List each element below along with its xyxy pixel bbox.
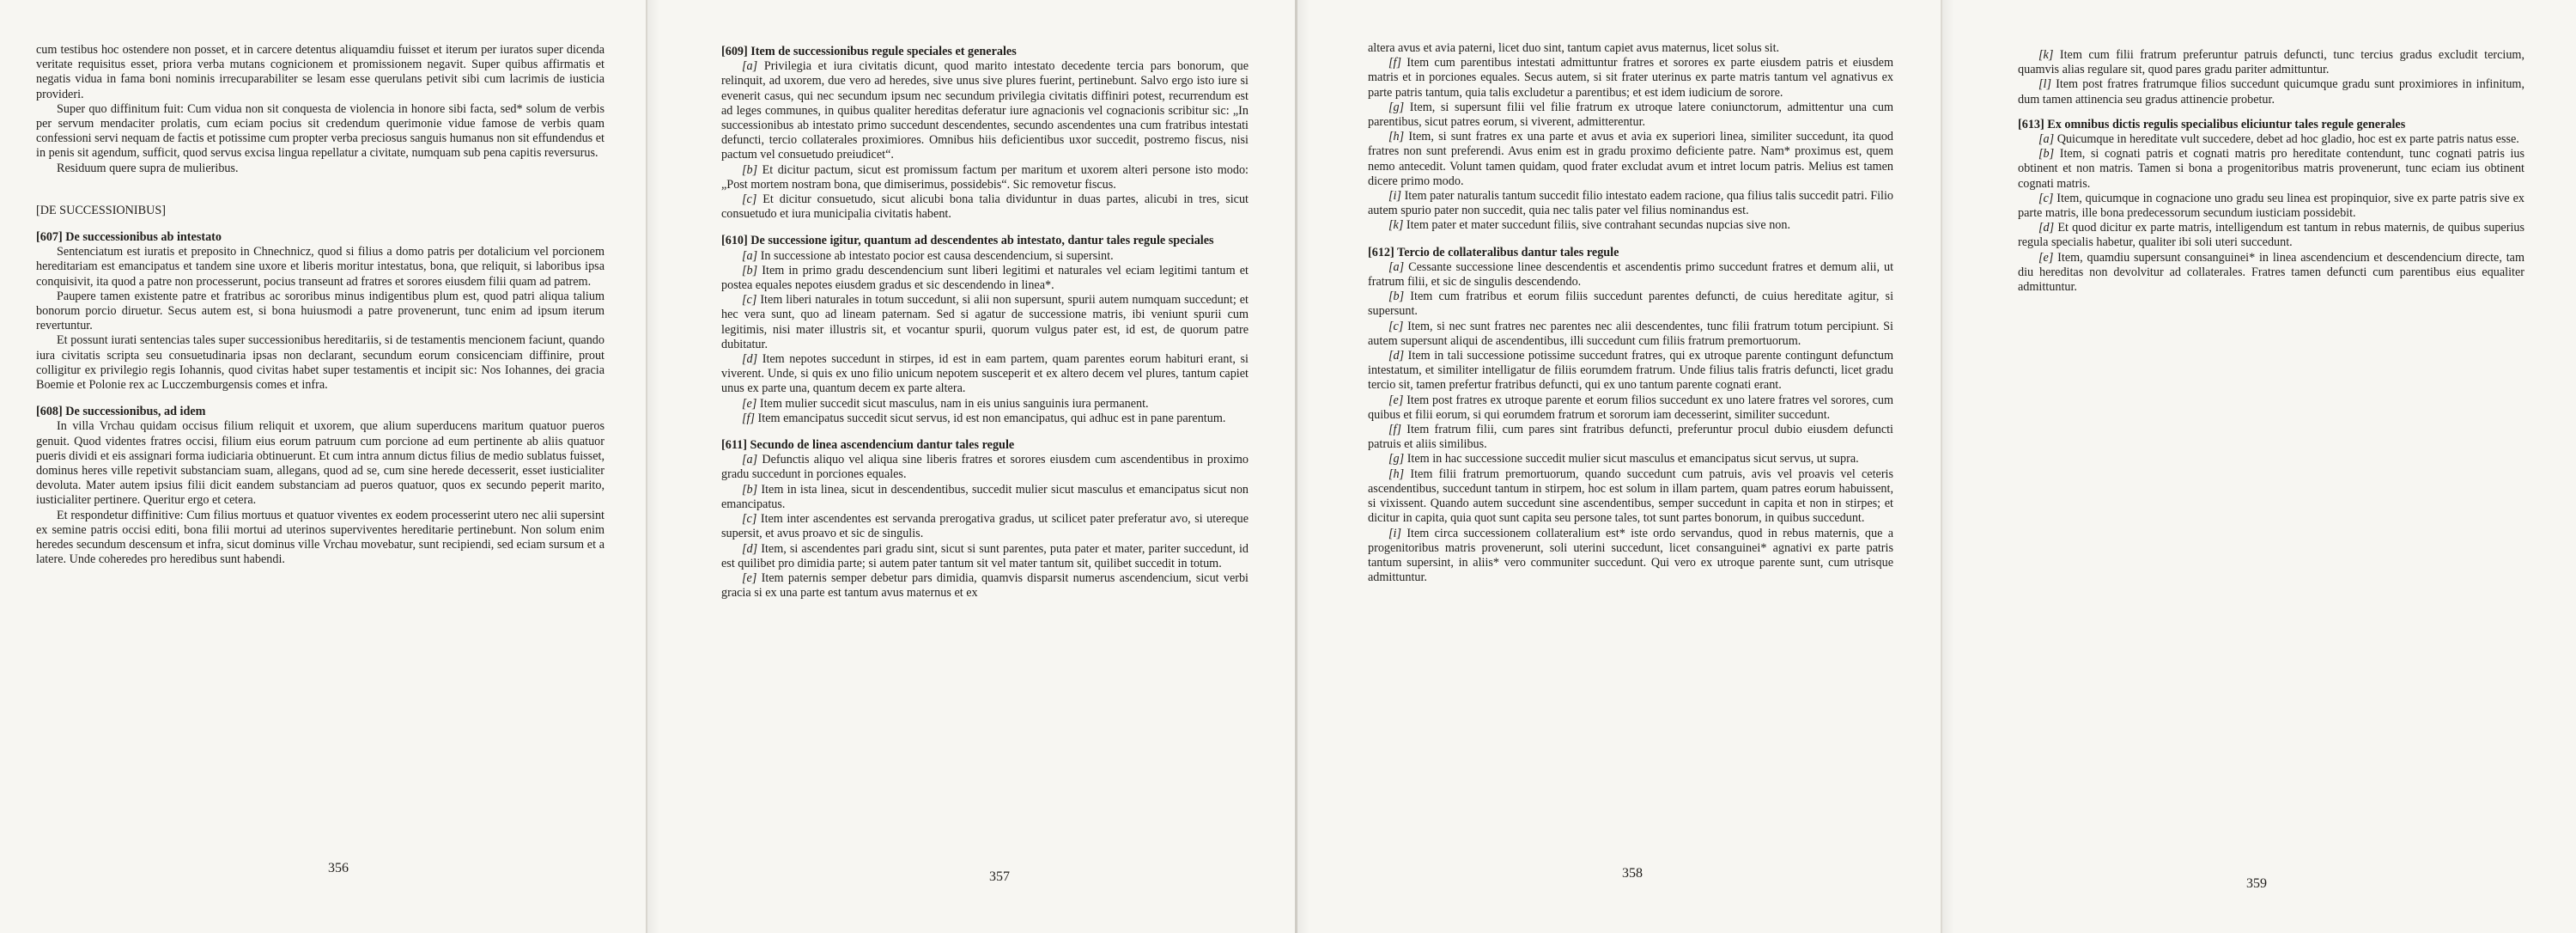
article-heading-text: Ex omnibus dictis regulis specialibus eliciuntur tales regule generales — [2047, 117, 2406, 131]
body-paragraph: Super quo diffinitum fuit: Cum vidua non sit conquesta de violencia in honore sibi facta, sed* solum de verbis per servum mendaciter prolatis, cum eciam pocius sit credendum querimonie vidue famose de verbis quam confessioni servi nequam de factis et potissime cum propter verba preciosus sanguis humanus non sit effundendus et in penis sit agendum, sufficit, quod servus excisa lingua repellatur a civitate, numquam sub pena capitis reversurus. — [36, 101, 605, 161]
rule-text: Et quod dicitur ex parte matris, intelligendum est tantum in rebus maternis, de quibus superius regula specialis habetur, qualiter ibi soli uteri succedunt. — [2018, 221, 2524, 250]
rule-paragraph — [1368, 349, 1893, 393]
rule-letter: [b] — [2038, 147, 2055, 162]
rule-text: Item in hac successione succedit mulier sicut masculus et emancipatus sicut servus, ut supra. — [1406, 452, 1859, 466]
rule-text: Item cum parentibus intestati admittuntur fratres et sorores ex parte eiusdem patris et eiusdem matris et in porciones equales. Secus autem, si sit frater uterinus ex parte matris tantum vel agnativus ex parte patris tantum, quia talis excludetur a parentibus; et est idem iudicium de sorore. — [1368, 56, 1894, 100]
body-paragraph: Et possunt iurati sentencias tales super successionibus hereditariis, si de testamentis mencionem faciunt, quando iura civitatis scripta seu consuetudinaria ipsas non declarant, secundum eorum consicenciam diffinire, prout colligitur ex privilegio regis Iohannis, quod civitas habet super testamentis et incipit sic: Nos Iohannes, dei gracia Boemie et Polonie rex ac Lucczemburgensis comes et infra. — [36, 333, 605, 393]
rule-text: Item mulier succedit sicut masculus, nam in eis unius sanguinis iura permanent. — [759, 396, 1149, 411]
rule-letter: [e] — [742, 396, 757, 411]
section-title: [DE SUCCESSIONIBUS] — [36, 203, 166, 217]
rule-paragraph — [721, 264, 1249, 293]
rule-text: Item, si sunt fratres ex una parte et avus et avia ex superiori linea, similiter succedunt, ita quod fratres non sunt preferendi. Avus enim est in gradu proximo deficiente patre. Nam* proximus est, quem nemo antecedit. Volunt tamen quidam, quod frater excludat avum et intret locum patris. Melius est tamen dicere primo modo. — [1368, 130, 1894, 188]
rule-letter: [a] — [742, 248, 758, 263]
rule-text: Item emancipatus succedit sicut servus, id est non emancipatus, qui adhuc est in pane parentum. — [757, 411, 1226, 425]
rule-letter: [c] — [742, 192, 757, 207]
rule-paragraph — [721, 293, 1249, 352]
rule-letter: [g] — [1388, 100, 1405, 114]
rule-letter: [e] — [2038, 250, 2054, 265]
rule-paragraph — [1368, 260, 1893, 290]
rule-paragraph — [1368, 452, 1893, 466]
body-paragraph: altera avus et avia paterni, licet duo sint, tantum capiet avus maternus, licet solus sit. — [1368, 41, 1780, 55]
rule-text: Defunctis aliquo vel aliqua sine liberis fratres et sorores eiusdem cum ascendentibus in proximo gradu succedunt in porciones equales. — [721, 453, 1249, 482]
rule-letter: [f] — [1388, 423, 1401, 437]
rule-text: Item, si cognati patris et cognati matris pro hereditate contendunt, tunc cognati patris ius obtinent et non matris. Tamen si bona a progenitoribus matris provenerunt, tunc eciam ius obtinent cognati matris. — [2018, 147, 2525, 191]
rule-paragraph — [1368, 56, 1893, 101]
page-number: 357 — [989, 869, 1010, 884]
rule-text: Item liberi naturales in totum succedunt, si alii non supersunt, spurii autem numquam succedunt; et hec vera sunt, quo ad lineam paternam. Sed si agatur de successione matris, ibi veniunt spurii cum legitimis, nisi mater illustris sit, et vocantur spurii, quorum vulgus pater est, id est, de quorum patre dubitatur. — [721, 293, 1249, 351]
rule-paragraph — [2018, 147, 2524, 192]
rule-text: Item, si nec sunt fratres nec parentes nec alii descendentes, tunc filii fratrum totum percipiunt. Si autem supersunt aliqui de ascendentibus, illi succedunt cum filiis fratrum premortuorum. — [1368, 319, 1893, 348]
rule-text: Item cum filii fratrum preferuntur patruis defuncti, tunc tercius gradus excludit tercium, quamvis alias regulare sit, quod pares gradu pariter admittuntur. — [2018, 48, 2525, 77]
rule-text: Item nepotes succedunt in stirpes, id est in eam partem, quam parentes eorum habituri erant, si viverent. Unde, si quis ex uno filio unicum nepotem susceperit et ex altero decem vel plures, tantum capiet unus ex parte una, quantum decem ex parte altera. — [721, 352, 1249, 396]
rule-letter: [f] — [742, 411, 755, 425]
rule-text: Et dicitur pactum, sicut est promissum factum per maritum et uxorem alteri persone isto modo: „Post mortem nostram bona, que dimiserimus, possidebis“. Sic removetur fiscus. — [721, 162, 1249, 192]
page-356 — [0, 0, 646, 933]
rule-letter: [l] — [2038, 77, 2051, 92]
rule-letter: [d] — [742, 352, 758, 367]
rule-paragraph — [721, 453, 1249, 482]
rule-paragraph — [1368, 101, 1893, 130]
article-number: [608] — [36, 405, 63, 419]
rule-text: Item, quicumque in cognacione uno gradu seu linea est propinquior, sive ex parte patris sive ex parte matris, ille bona predecessorum secundum iusticiam possidebit. — [2018, 191, 2525, 221]
rule-letter: [h] — [1388, 466, 1405, 481]
rule-paragraph — [2018, 48, 2524, 77]
rule-paragraph — [1368, 290, 1893, 319]
rule-paragraph — [1368, 320, 1893, 349]
rule-text: Item circa successionem collateralium est* iste ordo servandus, quod in rebus maternis, que a progenitoribus matris provenerunt, soli uterini succedunt, licet consanguinei* agnativi ex parte patris tantum supersint, in aliis* vero communiter succedunt. Qui vero ex utroque parente sunt, cum utrisque admittuntur. — [1368, 526, 1894, 585]
page-357 — [646, 0, 1295, 933]
rule-paragraph — [721, 571, 1249, 601]
gutter-shadow — [1297, 0, 1309, 933]
page-358 — [1295, 0, 1941, 933]
rule-paragraph — [1368, 467, 1893, 527]
article-heading — [721, 438, 1249, 453]
article-number: [610] — [721, 234, 748, 248]
rule-letter: [b] — [742, 162, 758, 177]
rule-text: Item post fratres fratrumque filios succedunt quicumque gradu sunt proximiores in infinitum, dum tamen attinencia seu gradus attinencie probetur. — [2018, 77, 2524, 107]
article-heading-text: De successione igitur, quantum ad descendentes ab intestato, dantur tales regule speciales — [750, 234, 1214, 248]
rule-paragraph — [721, 192, 1249, 222]
rule-paragraph — [721, 483, 1249, 512]
page-text — [1368, 41, 1893, 585]
rule-paragraph — [2018, 192, 2524, 221]
rule-paragraph — [721, 352, 1249, 397]
article-heading — [1368, 246, 1893, 260]
rule-paragraph — [1368, 130, 1893, 189]
body-paragraph: Sentenciatum est iuratis et preposito in Chnechnicz, quod si filius a domo patris per dotalicium vel porcionem hereditariam est emancipatus et tandem sine uxore et liberis moritur intestatus, bona, que reliquit, si laboribus ipsa conquisivit, ita quod a patre non processerunt, pocius transeunt ad fratres et sorores eiusdem filii quam ad patrem. — [36, 245, 605, 289]
rule-letter: [b] — [1388, 290, 1405, 304]
rule-paragraph — [721, 249, 1249, 264]
rule-letter: [a] — [1388, 259, 1405, 274]
rule-letter: [k] — [2038, 48, 2054, 62]
rule-paragraph — [1368, 189, 1893, 218]
gutter-shadow — [647, 0, 659, 933]
rule-text: Item filii fratrum premortuorum, quando succedunt cum patruis, avis vel proavis vel ceteris ascendentibus, succedunt tantum in stirpem, hoc est solum in illam partem, quam patres eorum habuissent, si vixissent. Quando autem succedunt sine ascendentibus, semper succedunt in capita et non in stirpes; et dicitur in capita, quia quot sunt capita seu persone tales, tot sunt partes bonorum, in quibus succedunt. — [1368, 466, 1894, 526]
article-heading-text: Item de successionibus regule speciales et generales — [750, 45, 1017, 58]
rule-letter: [d] — [2038, 221, 2055, 235]
rule-letter: [a] — [742, 59, 758, 74]
rule-paragraph — [1368, 423, 1893, 452]
body-paragraph: Residuum quere supra de mulieribus. — [57, 161, 239, 175]
rule-letter: [h] — [1388, 130, 1405, 144]
article-heading — [36, 230, 605, 245]
rule-paragraph — [721, 397, 1249, 412]
rule-text: Item pater et mater succedunt filiis, sive contrahant secundas nupcias sive non. — [1406, 218, 1791, 233]
article-number: [607] — [36, 230, 63, 245]
rule-letter: [f] — [1388, 56, 1401, 70]
spacer — [36, 176, 605, 198]
gutter-shadow — [1942, 0, 1954, 933]
page-number: 358 — [1622, 866, 1643, 881]
rule-paragraph — [721, 542, 1249, 571]
rule-paragraph — [2018, 77, 2524, 107]
page-text — [36, 43, 605, 568]
rule-text: Cessante successione linee descendentis et ascendentis primo succedunt fratres et demum alii, ut fratrum filii, et sic de singulis descendendo. — [1368, 259, 1894, 290]
rule-paragraph — [721, 163, 1249, 192]
rule-letter: [c] — [742, 293, 757, 308]
page-text — [2018, 48, 2524, 295]
page-text — [721, 34, 1249, 601]
rule-text: Item paternis semper debetur pars dimidia, quamvis disparsit numerus ascendencium, sicut verbi gracia si ex una parte est tantum avus maternus et ex — [721, 570, 1249, 601]
rule-text: Item in ista linea, sicut in descendentibus, succedit mulier sicut masculus et emancipatus sicut non emancipatus. — [721, 482, 1249, 511]
rule-text: Item in tali successione potissime succedunt fratres, qui ex utroque parente contingunt defunctum intestatum, et similiter intelligatur de filiis eorumdem fratrum. Unde filius talis fratris defuncti, licet gradu tercio sit, tamen prefertur fratribus defuncti, qui ex uno tantum parente cognati erant. — [1368, 349, 1893, 393]
rule-letter: [b] — [742, 482, 758, 497]
rule-letter: [g] — [1388, 452, 1405, 466]
article-heading-text: De successionibus, ad idem — [65, 405, 206, 419]
rule-letter: [c] — [742, 512, 757, 527]
body-paragraph: In villa Vrchau quidam occisus filium reliquit et uxorem, que alium superducens maritum quatuor pueros genuit. Quod videntes fratres occisi, filium eius eorum patruum cum porcione ad eum pertinente ab aliis quatuor pueris dividi et eis assignari forma iudiciaria obtinuerunt. Et cum intra annum dictus filius de medio sublatus fuisset, dominus heres ville repetivit substanciam suam, allegans, quod ad se, cum sine herede decesserit, esset iusticialiter devoluta. Mater autem ipsius filii dicit eandem substanciam ad pueros quatuor, quos ex secundo peperit marito, iusticialiter pertinere. Queritur ergo et cetera. — [36, 419, 605, 508]
article-heading — [2018, 118, 2524, 132]
rule-text: Item, si ascendentes pari gradu sint, sicut si sunt parentes, puta pater et mater, pariter succedunt, id est quilibet pro dimidia parte; si autem pater tantum sit vel mater tantum sit, quilibet succedit in totum. — [721, 541, 1249, 570]
page-number: 359 — [2246, 876, 2267, 891]
rule-text: Item inter ascendentes est servanda prerogativa gradus, ut scilicet pater preferatur avo, si utereque supersit, et avus proavo et sic de singulis. — [721, 512, 1249, 541]
rule-text: Item, si supersunt filii vel filie fratrum ex utroque latere coniunctorum, admittentur una cum parentibus, sicut patres eorum, si viverent, admitterentur. — [1368, 100, 1894, 130]
rule-letter: [c] — [1388, 319, 1404, 333]
rule-letter: [i] — [1388, 189, 1401, 204]
rule-paragraph — [721, 412, 1249, 426]
rule-text: Et dicitur consuetudo, sicut alicubi bona talia dividuntur in duas partes, alicubi in tres, sicut consuetudo et iura municipalia civitatis habent. — [721, 192, 1249, 222]
body-paragraph: Et respondetur diffinitive: Cum filius mortuus et quatuor viventes ex eodem processerint utero nec alii supersint ex semine patris occisi editi, bona filii mortui ad uterinos superviventes hereditarie pertinebunt. Non solum enim heredes secundum descensum et infra, sicut dominus ville Vrchau movebatur, sunt recipiendi, sed eciam sursum et a latere. Unde coheredes pro heredibus sunt habendi. — [36, 508, 605, 567]
rule-text: Item fratrum filii, cum pares sint fratribus defuncti, preferuntur procul dubio eiusdem defuncti patruis et aliis similibus. — [1368, 423, 1894, 452]
rule-letter: [b] — [742, 263, 758, 277]
rule-letter: [d] — [742, 541, 758, 556]
rule-text: Item post fratres ex utroque parente et eorum filios succedunt ex uno latere fratres vel sorores, cum quibus et filii eorum, si qui eorumdem fratrum et sororum iam decesserint, similiter succedunt. — [1368, 393, 1894, 422]
rule-paragraph — [2018, 132, 2524, 147]
rule-paragraph — [2018, 221, 2524, 250]
rule-text: Item, quamdiu supersunt consanguinei* in linea ascendencium et descendencium directe, tam diu hereditas non devolvitur ad collaterales. Fratres tamen defuncti cum parentibus eius equaliter admittuntur. — [2018, 250, 2524, 295]
rule-paragraph — [721, 512, 1249, 541]
rule-paragraph — [721, 59, 1249, 162]
article-number: [613] — [2018, 117, 2044, 131]
article-heading — [721, 234, 1249, 248]
rule-letter: [i] — [1388, 526, 1401, 540]
rule-letter: [a] — [742, 453, 758, 467]
page-number: 356 — [328, 861, 349, 875]
rule-paragraph — [2018, 251, 2524, 296]
rule-text: Privilegia et iura civitatis dicunt, quod marito intestato decedente tercia pars bonorum, que relinquit, ad uxorem, due vero ad heredes, sive unus sive plures fuerint, pertinebunt. Salvo ergo isto iure si evenerit casus, qui nec secundum ipsum nec secundum privilegia civitatis diffiniri potest, recurrendum est ad leges communes, in quibus qualiter hereditas deferatur iure agnacionis vel cognacionis scribitur sic: „In successionibus ab intestato primo succedunt descendentes, secundo ascendentes una cum fratribus intestati defuncti, tercio collaterales proximiores. Omnibus hiis deficientibus uxor succedit, postremo fiscus, nisi pactum vel consuetudo preiudicet“. — [721, 59, 1249, 162]
rule-letter: [e] — [742, 570, 757, 585]
page-359 — [1941, 0, 2576, 933]
rule-paragraph — [1368, 393, 1893, 423]
body-paragraph: Paupere tamen existente patre et fratribus ac sororibus minus indigentibus plum est, quod patri aliqua talium bonorum porcio diruetur. Secus autem est, si bona huiusmodi a patre provenerunt, tunc enim ad ipsum iterum revertuntur. — [36, 289, 605, 333]
article-number: [611] — [721, 438, 747, 453]
rule-paragraph — [1368, 527, 1893, 586]
rule-paragraph — [1368, 218, 1893, 233]
article-heading — [36, 405, 605, 419]
rule-text: Item pater naturalis tantum succedit filio intestato eadem racione, qua filius talis succedit patri. Filio autem spurio pater non succedit, quia nec talis pater vel filius nominandus est. — [1368, 189, 1894, 218]
article-number: [609] — [721, 45, 748, 58]
rule-letter: [a] — [2038, 132, 2055, 147]
rule-letter: [d] — [1388, 349, 1405, 363]
article-heading — [721, 45, 1249, 59]
body-paragraph: cum testibus hoc ostendere non posset, et in carcere detentus aliquamdiu fuisset et iterum per iuratos super dicenda veritate requisitus esset, priora verba mutans cognicionem et promissionem negavit. Super quibus affirmatis et negatis vidua in fama boni nominis irrecuparabiliter se lesam esse querulans petivit sibi cum lacrimis de iusticia provideri. — [36, 43, 605, 101]
rule-letter: [e] — [1388, 393, 1404, 407]
rule-text: In successione ab intestato pocior est causa descendencium, si supersint. — [760, 248, 1114, 263]
article-heading-text: Tercio de collateralibus dantur tales regule — [1397, 245, 1619, 259]
article-number: [612] — [1368, 245, 1394, 259]
rule-letter: [k] — [1388, 218, 1404, 233]
article-heading-text: De successionibus ab intestato — [65, 230, 222, 245]
rule-letter: [c] — [2038, 191, 2054, 205]
rule-text: Item in primo gradu descendencium sunt liberi legitimi et naturales vel eciam legitimi tantum et postea equales nepotes eiusdem gradus et sic descendendo in linea*. — [721, 263, 1249, 293]
rule-text: Quicumque in hereditate vult succedere, debet ad hoc gladio, hoc est ex parte patris natus esse. — [2057, 132, 2519, 147]
rule-text: Item cum fratribus et eorum filiis succedunt parentes defuncti, de cuius hereditate agitur, si supersunt. — [1368, 290, 1894, 319]
article-heading-text: Secundo de linea ascendencium dantur tales regule — [750, 438, 1015, 453]
